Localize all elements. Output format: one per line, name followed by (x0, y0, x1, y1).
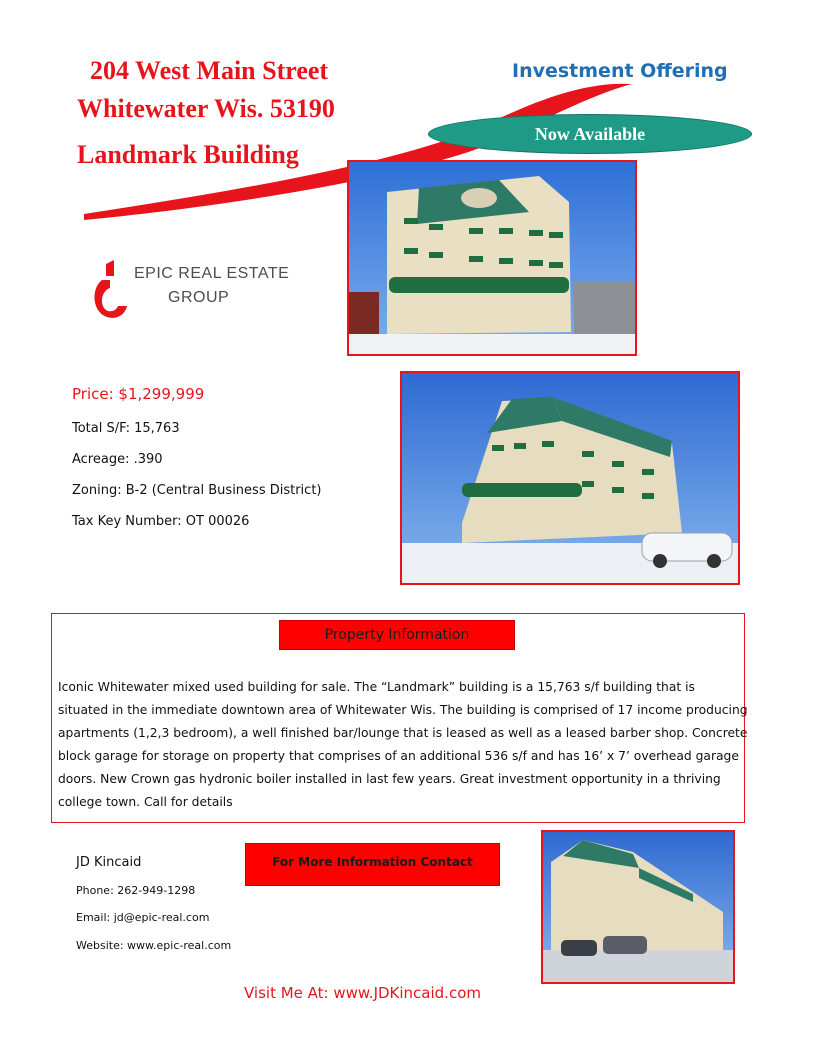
property-info-heading-text: Property Information (324, 627, 470, 643)
address-line-2: Whitewater Wis. 53190 (77, 94, 335, 123)
now-available-text: Now Available (534, 123, 646, 144)
zoning-value: Zoning: B-2 (Central Business District) (72, 483, 322, 498)
address-line-1: 204 West Main Street (90, 56, 329, 85)
contact-name: JD Kincaid (76, 855, 142, 870)
visit-website-line: Visit Me At: www.JDKincaid.com (244, 984, 481, 1002)
property-info-heading (279, 620, 515, 650)
building-name: Landmark Building (77, 140, 299, 169)
investment-offering-label: Investment Offering (512, 60, 728, 82)
logo-line-2: GROUP (168, 289, 230, 306)
building-photo-side (400, 371, 740, 585)
contact-website: Website: www.epic-real.com (76, 939, 232, 952)
contact-cta-text: For More Information Contact (272, 855, 473, 869)
price-value: Price: $1,299,999 (72, 385, 205, 403)
now-available-badge (428, 114, 752, 154)
logo-line-1: EPIC REAL ESTATE (134, 265, 290, 282)
property-description: Iconic Whitewater mixed used building for sale. The “Landmark” building is a 15,763 s/f building that is situated in the immediate downtown area of Whitewater Wis. The building is comprised of 17 income producing apartments (1,2,3 bedroom), a well finished bar/lounge that is leased as well as a leased barber shop. Concrete block garage for storage on property that comprises of an additional 536 s/f and has 16’ x 7’ overhead garage doors. New Crown gas hydronic boiler installed in last few years. Great investment opportunity in a thriving college town. Call for details (58, 680, 748, 809)
contact-email: Email: jd@epic-real.com (76, 911, 210, 924)
acreage-value: Acreage: .390 (72, 452, 163, 467)
epic-logo (92, 258, 290, 324)
contact-cta-box (245, 843, 500, 886)
building-photo-corner (541, 830, 735, 984)
tax-key-value: Tax Key Number: OT 00026 (72, 514, 250, 529)
contact-phone: Phone: 262-949-1298 (76, 884, 196, 897)
epic-logo-mark-icon (92, 260, 128, 322)
total-sf-value: Total S/F: 15,763 (72, 421, 180, 436)
building-photo-front (347, 160, 637, 356)
